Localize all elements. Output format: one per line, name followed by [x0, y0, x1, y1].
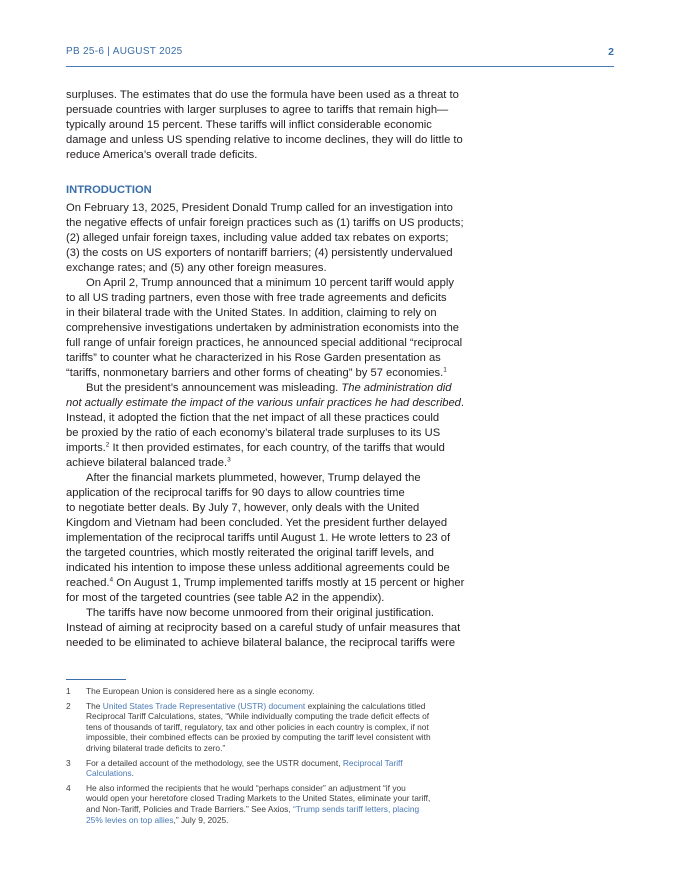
footnote-ref-4[interactable]: 4: [109, 576, 114, 584]
body-text: [66, 88, 502, 651]
footnote-ref-2[interactable]: 2: [105, 441, 110, 449]
footnote-3: 3 For a detailed account of the methodology, see the USTR document, Reciprocal Tariff Calculations.: [66, 757, 403, 779]
page-number: 2: [608, 46, 614, 58]
paragraph-5: The tariffs have now become unmoored from their original justification. Instead of aiming at reciprocity based on a careful study of unfair measures that needed to be eliminated to achieve bilateral balance, the reciprocal tariffs were: [66, 607, 461, 649]
paragraph-2: On April 2, Trump announced that a minimum 10 percent tariff would apply to all US trading partners, even those with free trade agreements and deficits in their bilateral trade with the United States. In addition, claiming to rely on comprehensive investigations undertaken by administration economists into the full range of unfair foreign practices, he announced special additional “reciprocal tariffs” to counter what he characterized in his Rose Garden presentation as “tariffs, nonmonetary barriers and other forms of cheating” by 57 economies.$^1$: [66, 277, 463, 379]
footnote-number: 3: [66, 757, 71, 768]
paragraph-1: On February 13, 2025, President Donald Trump called for an investigation into the negative effects of unfair foreign practices such as (1) tariffs on US products; (2) alleged unfair foreign taxes, including value added tax rebates on exports; (3) the costs on US exporters of nontariff barriers; (4) persistently undervalued exchange rates; and (5) any other foreign measures.: [66, 202, 464, 274]
footnote-2: 2 The United States Trade Representative (USTR) document explaining the calculations titled Reciprocal Tariff Calculations, states, “While individually computing the trade deficit effects of tens of thousands of tariff, regulatory, tax and other policies in each country is complex, if not impossible, their combined effects can be proxied by computing the tariff level consistent with driving bilateral trade deficits to zero.”: [66, 700, 431, 753]
header-label: PB 25-6 | AUGUST 2025: [66, 46, 183, 57]
footnote-ref-1[interactable]: 1: [443, 366, 447, 374]
footnote-rule: [66, 679, 126, 680]
footnote-ref-3[interactable]: 3: [227, 456, 231, 464]
header-rule: [66, 66, 614, 67]
footnote-1: 1 The European Union is considered here as a single economy.: [66, 686, 315, 696]
axios-article-link-cont[interactable]: 25% levies on top allies: [86, 814, 174, 825]
ustr-document-link[interactable]: United States Trade Representative (USTR) document: [102, 700, 306, 711]
footnote-4: 4 He also informed the recipients that he would “perhaps consider” an adjustment “if you would open your heretofore closed Trading Markets to the United States, eliminate your tariff, and Non-Tariff, Policies and Trade Barriers.” See Axios, “Trump sends tariff letters, placing 25% levies on top allies,” July 9, 2025.: [66, 782, 431, 825]
paragraph-4: After the financial markets plummeted, however, Trump delayed the application of the reciprocal tariffs for 90 days to allow countries time to negotiate better deals. By July 7, however, only deals with the United Kingdom and Vietnam had been concluded. Yet the president further delayed implementation of the reciprocal tariffs until August 1. He wrote letters to 23 of the targeted countries, which mostly reiterated the original tariff levels, and indicated his intention to impose these unless additional agreements could be reached.$^4$ On August 1, Trump implemented tariffs mostly at 15 percent or higher for most of the targeted countries (see table A2 in the appendix).: [66, 472, 465, 604]
paragraph-3: But the president’s announcement was misleading. The administration did not actually estimate the impact of the various unfair practices he had described. Instead, it adopted the fiction that the net impact of all these practices could be proxied by the ratio of each economy’s bilateral trade surpluses to its US imports.$^2$ It then provided estimates, for each country, of the tariffs that would achieve bilateral balanced trade.$^3$: [66, 382, 464, 469]
section-heading: INTRODUCTION: [66, 184, 152, 196]
intro-paragraph: surpluses. The estimates that do use the formula have been used as a threat to persuade countries with larger surpluses to agree to tariffs that remain high— typically around 15 percent. These tariffs will inflict considerable economic damage and unless US spending relative to income declines, they will do little to reduce America’s overall trade deficits.: [66, 89, 463, 161]
reciprocal-tariff-calculations-link[interactable]: Reciprocal Tariff: [342, 757, 403, 768]
reciprocal-tariff-calculations-link-cont[interactable]: Calculations: [86, 768, 132, 779]
footnotes: [66, 686, 506, 829]
axios-article-link[interactable]: “Trump sends tariff letters, placing: [293, 803, 420, 814]
footnote-number: 2: [66, 700, 71, 711]
footnote-number: 4: [66, 782, 71, 793]
page-header: [66, 46, 614, 60]
footnote-number: 1: [66, 686, 71, 696]
